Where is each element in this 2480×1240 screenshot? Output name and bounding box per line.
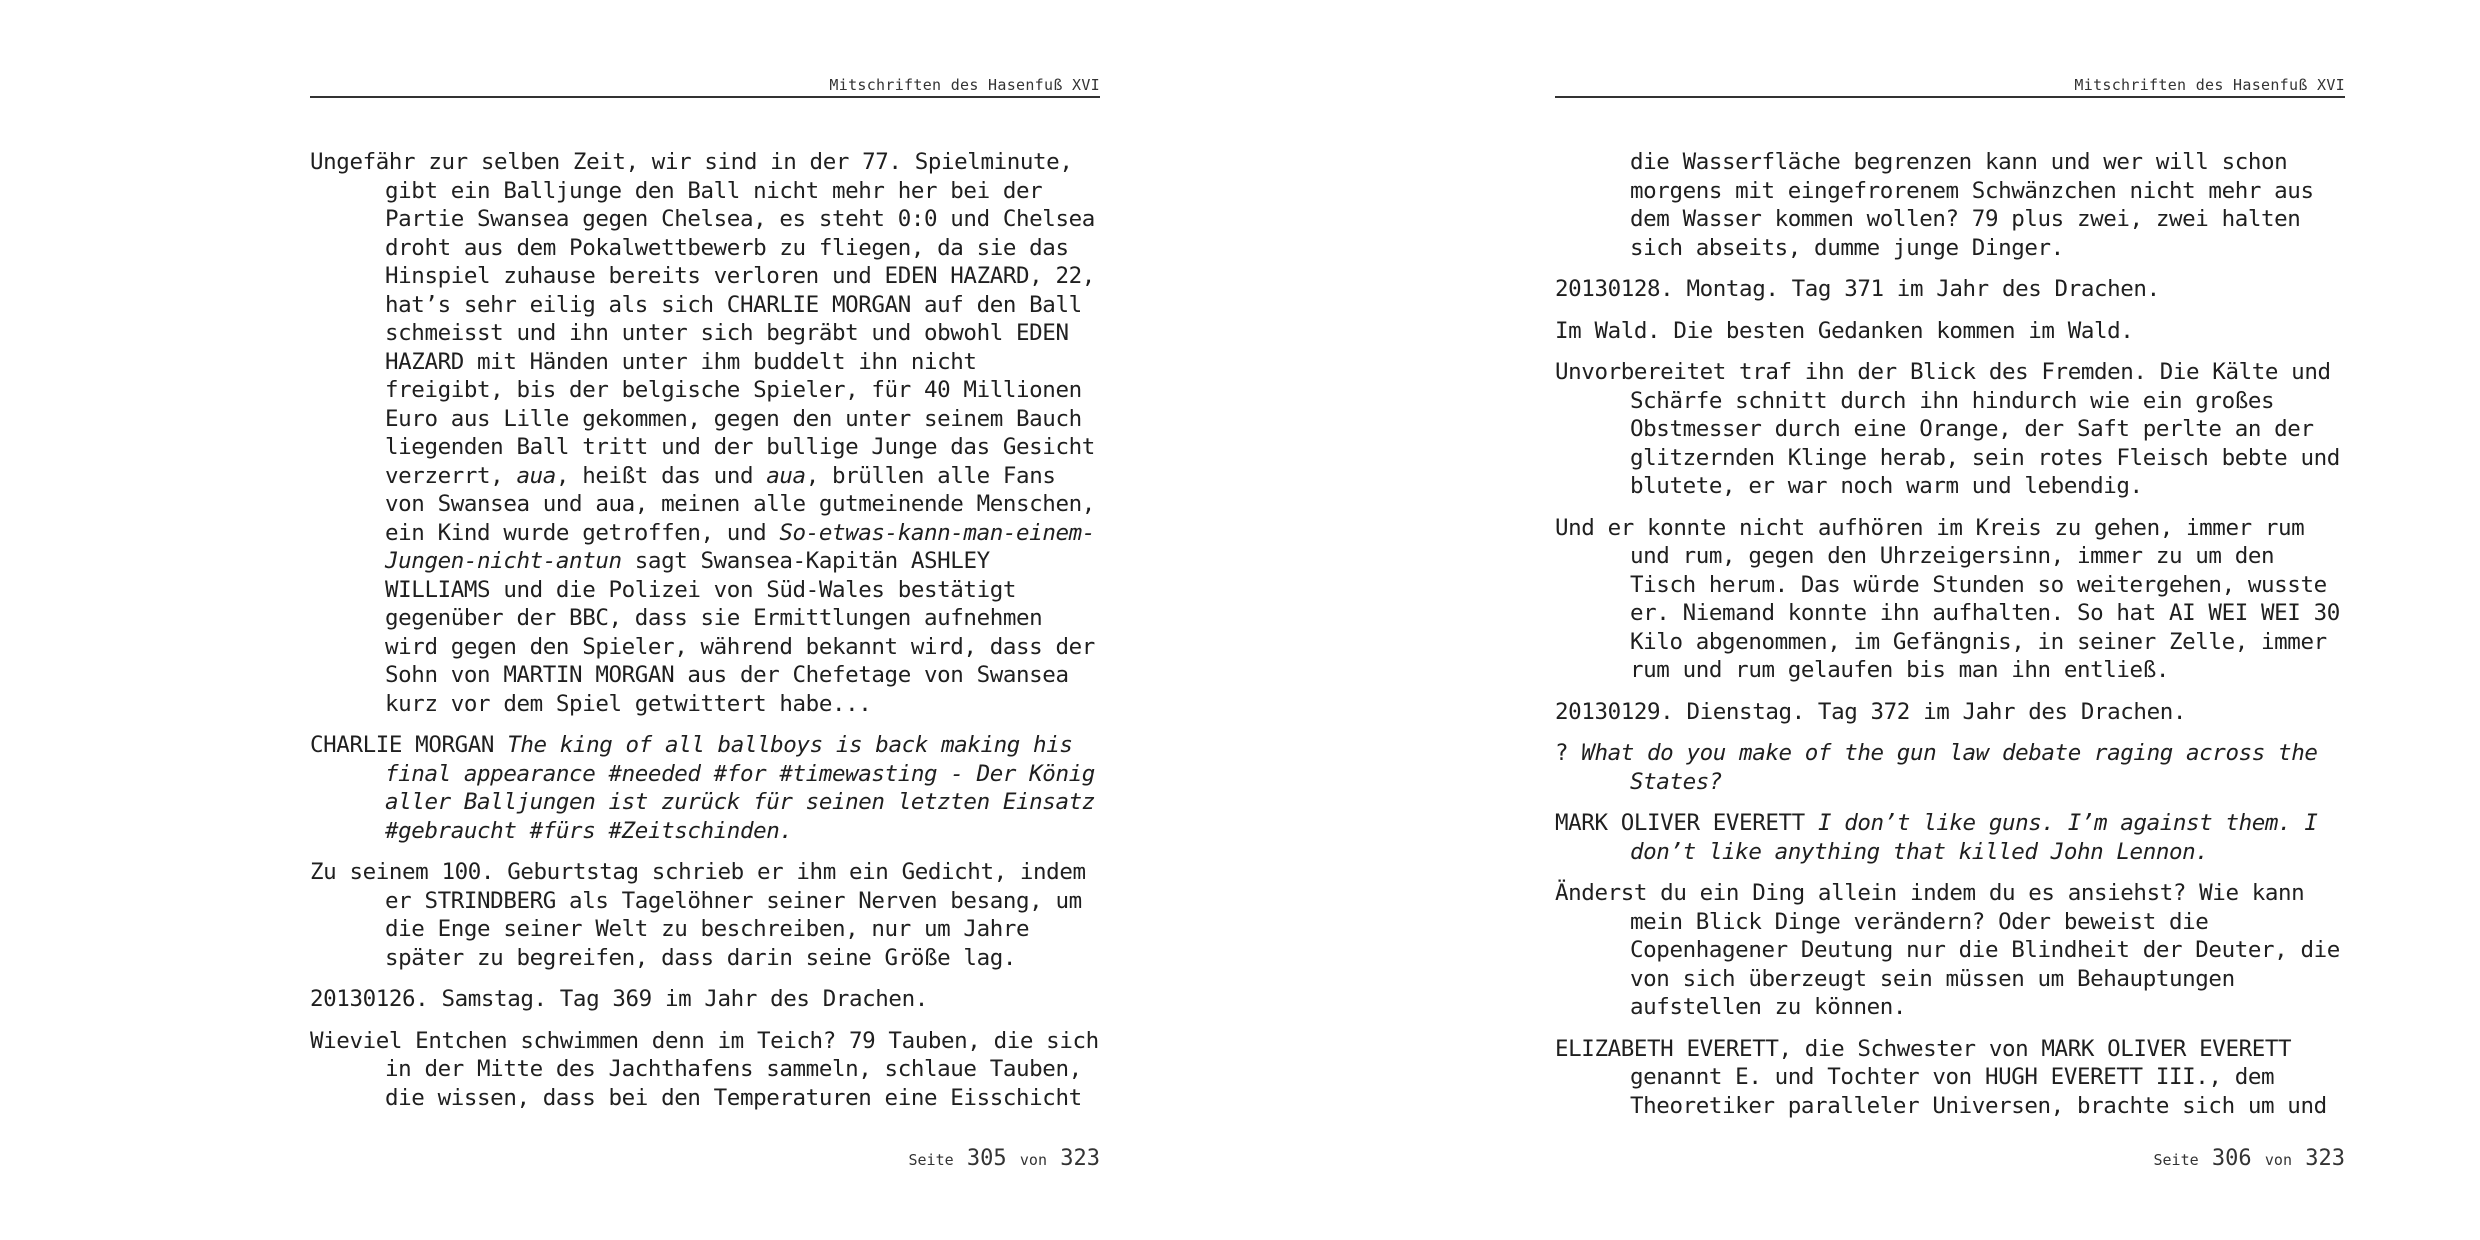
paragraph <box>1555 1035 2345 1121</box>
footer-word-von: von <box>2264 1151 2292 1169</box>
left-page <box>310 0 1100 1240</box>
text-run: CHARLIE MORGAN <box>310 732 508 758</box>
page-body <box>310 148 1100 1125</box>
italic-text-run: What do you make of the gun law debate raging across the States? <box>1581 740 2318 795</box>
paragraph <box>310 1027 1100 1113</box>
text-run: ? <box>1555 740 1582 766</box>
italic-text-run: aua <box>516 462 556 489</box>
text-run: Unvorbereitet traf ihn der Blick des Fremden. Die Kälte und Schärfe schnitt durch ihn hindurch wie ein großes Obstmesser durch eine Orange, der Saft perlte an der glitzernden Klinge herab, sein rotes Fleisch bebte und blutete, er war noch warm und lebendig. <box>1555 359 2340 499</box>
italic-text-run: I don’t like guns. I’m against them. I don’t like anything that killed John Lennon. <box>1630 810 2318 865</box>
running-header: Mitschriften des Hasenfuß XVI <box>2074 76 2345 94</box>
paragraph <box>1555 317 2345 346</box>
header-rule <box>1555 96 2345 98</box>
paragraph <box>1555 698 2345 727</box>
page-body <box>1555 148 2345 1133</box>
text-run: Wieviel Entchen schwimmen denn im Teich? 79 Tauben, die sich in der Mitte des Jachthafens sammeln, schlaue Tauben, die wissen, dass bei den Temperaturen eine Eisschicht <box>310 1027 1099 1111</box>
italic-text-run: The king of all ballboys is back making his final appearance #needed #for #timewasting - Der König aller Balljungen ist zurück für seinen letzten Einsatz #gebraucht #fürs #Zeitschinden. <box>385 732 1095 844</box>
page-total: 323 <box>1060 1146 1100 1171</box>
paragraph <box>1555 514 2345 685</box>
page-footer <box>909 1146 1101 1171</box>
text-run: , heißt das und <box>555 462 767 489</box>
paragraph <box>1555 148 2345 262</box>
text-run: sagt Swansea-Kapitän ASHLEY WILLIAMS und die Polizei von Süd-Wales bestätigt gegenüber der BBC, dass sie Ermittlungen aufnehmen wird gegen den Spieler, während bekannt wird, dass der Sohn von MARTIN MORGAN aus der Chefetage von Swansea kurz vor dem Spiel getwittert habe... <box>385 548 1095 717</box>
text-run: 20130126. Samstag. Tag 369 im Jahr des Drachen. <box>310 986 928 1012</box>
italic-text-run: aua <box>766 462 806 489</box>
paragraph <box>310 858 1100 972</box>
text-run: 20130129. Dienstag. Tag 372 im Jahr des Drachen. <box>1555 698 2187 725</box>
header-rule <box>310 96 1100 98</box>
paragraph <box>310 731 1100 845</box>
paragraph <box>1555 358 2345 501</box>
text-run: die Wasserfläche begrenzen kann und wer will schon morgens mit eingefrorenem Schwänzchen nicht mehr aus dem Wasser kommen wollen? 79 plus zwei, zwei halten sich abseits, dumme junge Dinger. <box>1630 149 2314 261</box>
text-run: 20130128. Montag. Tag 371 im Jahr des Drachen. <box>1555 276 2160 302</box>
paragraph <box>1555 275 2345 304</box>
text-run: ELIZABETH EVERETT, die Schwester von MARK OLIVER EVERETT genannt E. und Tochter von HUGH EVERETT III., dem Theoretiker paralleler Universen, brachte sich um und <box>1555 1035 2327 1119</box>
paragraph <box>1555 739 2345 796</box>
page-total: 323 <box>2305 1146 2345 1171</box>
right-page <box>1555 0 2345 1240</box>
footer-word-seite: Seite <box>2153 1151 2199 1169</box>
text-run: Im Wald. Die besten Gedanken kommen im Wald. <box>1555 317 2134 344</box>
italic-text-run: So-etwas-kann-man-einem-Jungen-nicht-antun <box>385 519 1095 574</box>
text-run: Änderst du ein Ding allein indem du es ansiehst? Wie kann mein Blick Dinge verändern? Oder beweist die Copenhagener Deutung nur die Blindheit der Deuter, die von sich überzeugt sein müssen um Behauptungen aufstellen zu können. <box>1555 880 2340 1020</box>
footer-word-seite: Seite <box>908 1151 954 1169</box>
text-run: Ungefähr zur selben Zeit, wir sind in der 77. Spielminute, gibt ein Balljunge den Ball nicht mehr her bei der Partie Swansea gegen Chelsea, es steht 0:0 und Chelsea droht aus dem Pokalwettbewerb zu fliegen, da sie das Hinspiel zuhause bereits verloren und EDEN HAZARD, 22, hat’s sehr eilig als sich CHARLIE MORGAN auf den Ball schmeisst und ihn unter sich begräbt und obwohl EDEN HAZARD mit Händen unter ihm buddelt ihn nicht freigibt, bis der belgische Spieler, für 40 Millionen Euro aus Lille gekommen, gegen den unter seinem Bauch liegenden Ball tritt und der bullige Junge das Gesicht verzerrt, <box>310 149 1095 489</box>
page-number: 306 <box>2211 1146 2252 1171</box>
paragraph <box>1555 879 2345 1022</box>
running-header: Mitschriften des Hasenfuß XVI <box>829 76 1100 94</box>
page-footer <box>2154 1146 2346 1171</box>
text-run: Und er konnte nicht aufhören im Kreis zu gehen, immer rum und rum, gegen den Uhrzeigersinn, immer zu um den Tisch herum. Das würde Stunden so weitergehen, wusste er. Niemand konnte ihn aufhalten. So hat AI WEI WEI 30 Kilo abgenommen, im Gefängnis, in seiner Zelle, immer rum und rum gelaufen bis man ihn entließ. <box>1555 514 2340 683</box>
footer-word-von: von <box>1019 1151 1047 1169</box>
text-run: MARK OLIVER EVERETT <box>1555 810 1818 836</box>
text-run: Zu seinem 100. Geburtstag schrieb er ihm ein Gedicht, indem er STRINDBERG als Tagelöhner seiner Nerven besang, um die Enge seiner Welt zu beschreiben, nur um Jahre später zu begreifen, dass darin seine Größe lag. <box>310 859 1086 971</box>
paragraph <box>310 985 1100 1014</box>
text-run: , brüllen alle Fans von Swansea und aua, meinen alle gutmeinende Menschen, ein Kind wurde getroffen, und <box>385 462 1095 546</box>
paragraph <box>310 148 1100 718</box>
page-number: 305 <box>966 1146 1007 1171</box>
paragraph <box>1555 809 2345 866</box>
